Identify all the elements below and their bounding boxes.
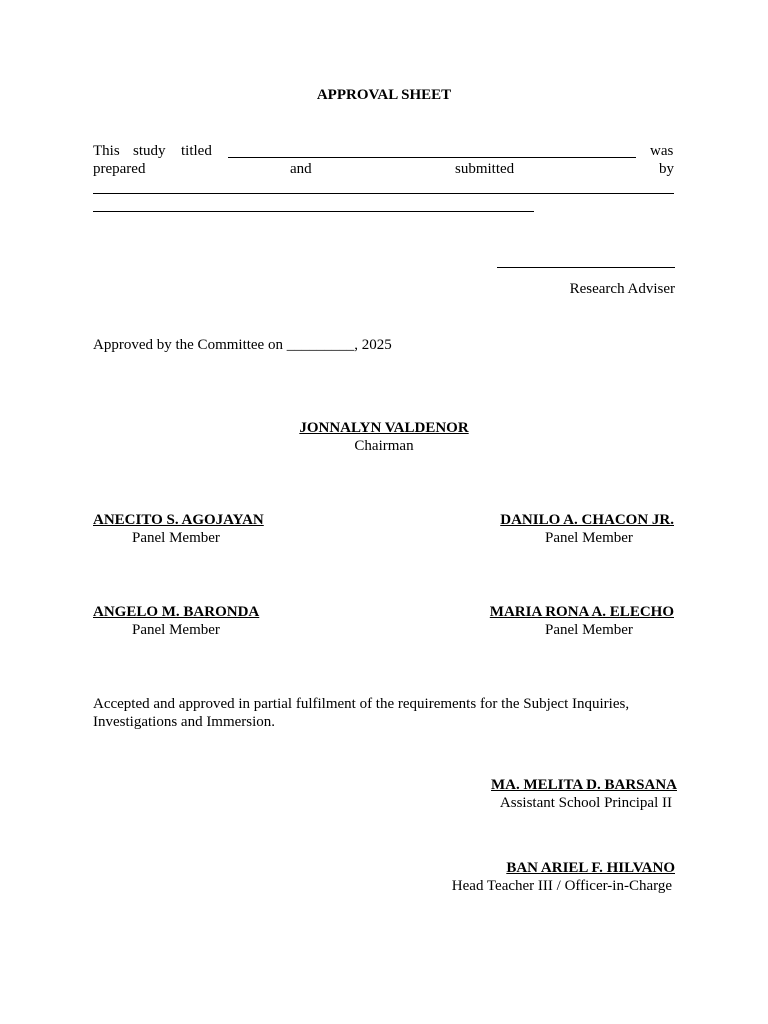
intro-word-study: study bbox=[133, 143, 166, 159]
adviser-signature-line bbox=[497, 267, 675, 268]
intro-word-prepared: prepared bbox=[93, 161, 146, 177]
approval-date-prefix: Approved by the Committee on bbox=[93, 337, 283, 353]
intro-word-and: and bbox=[290, 161, 312, 177]
approval-date-line bbox=[93, 336, 392, 354]
acceptance-text-line-2: Investigations and Immersion. bbox=[93, 714, 276, 730]
signatory-name: MA. MELITA D. BARSANA bbox=[491, 777, 677, 793]
study-title-blank-line bbox=[228, 157, 636, 158]
signatory-name: BAN ARIEL F. HILVANO bbox=[506, 860, 675, 876]
panel-member-role: Panel Member bbox=[132, 622, 220, 638]
chairman-name: JONNALYN VALDENOR bbox=[299, 420, 469, 436]
intro-word-this: This bbox=[93, 143, 120, 159]
chairman-role: Chairman bbox=[354, 438, 414, 454]
panel-member-role: Panel Member bbox=[132, 530, 220, 546]
intro-word-titled: titled bbox=[181, 143, 212, 159]
adviser-label: Research Adviser bbox=[569, 281, 675, 297]
intro-word-by: by bbox=[659, 161, 674, 177]
approval-date-blank: _________ bbox=[286, 337, 355, 353]
acceptance-text-line-1: Accepted and approved in partial fulfilment of the requirements for the Subject Inquiries, bbox=[93, 696, 630, 712]
intro-word-submitted: submitted bbox=[455, 161, 515, 177]
panel-member-name: MARIA RONA A. ELECHO bbox=[489, 604, 674, 620]
chairman-block bbox=[0, 420, 768, 437]
panel-member-name: ANGELO M. BARONDA bbox=[93, 604, 260, 620]
approval-date-year: , 2025 bbox=[354, 337, 392, 353]
panel-member-role: Panel Member bbox=[545, 622, 633, 638]
intro-word-was: was bbox=[650, 143, 674, 159]
authors-blank-line-1 bbox=[93, 193, 674, 194]
panel-member-name: ANECITO S. AGOJAYAN bbox=[93, 512, 264, 528]
page-title: APPROVAL SHEET bbox=[316, 87, 452, 103]
panel-member-name: DANILO A. CHACON JR. bbox=[500, 512, 674, 528]
signatory-role: Assistant School Principal II bbox=[499, 795, 672, 811]
authors-blank-line-2 bbox=[93, 211, 534, 212]
signatory-role: Head Teacher III / Officer-in-Charge bbox=[451, 878, 672, 894]
panel-member-role: Panel Member bbox=[545, 530, 633, 546]
